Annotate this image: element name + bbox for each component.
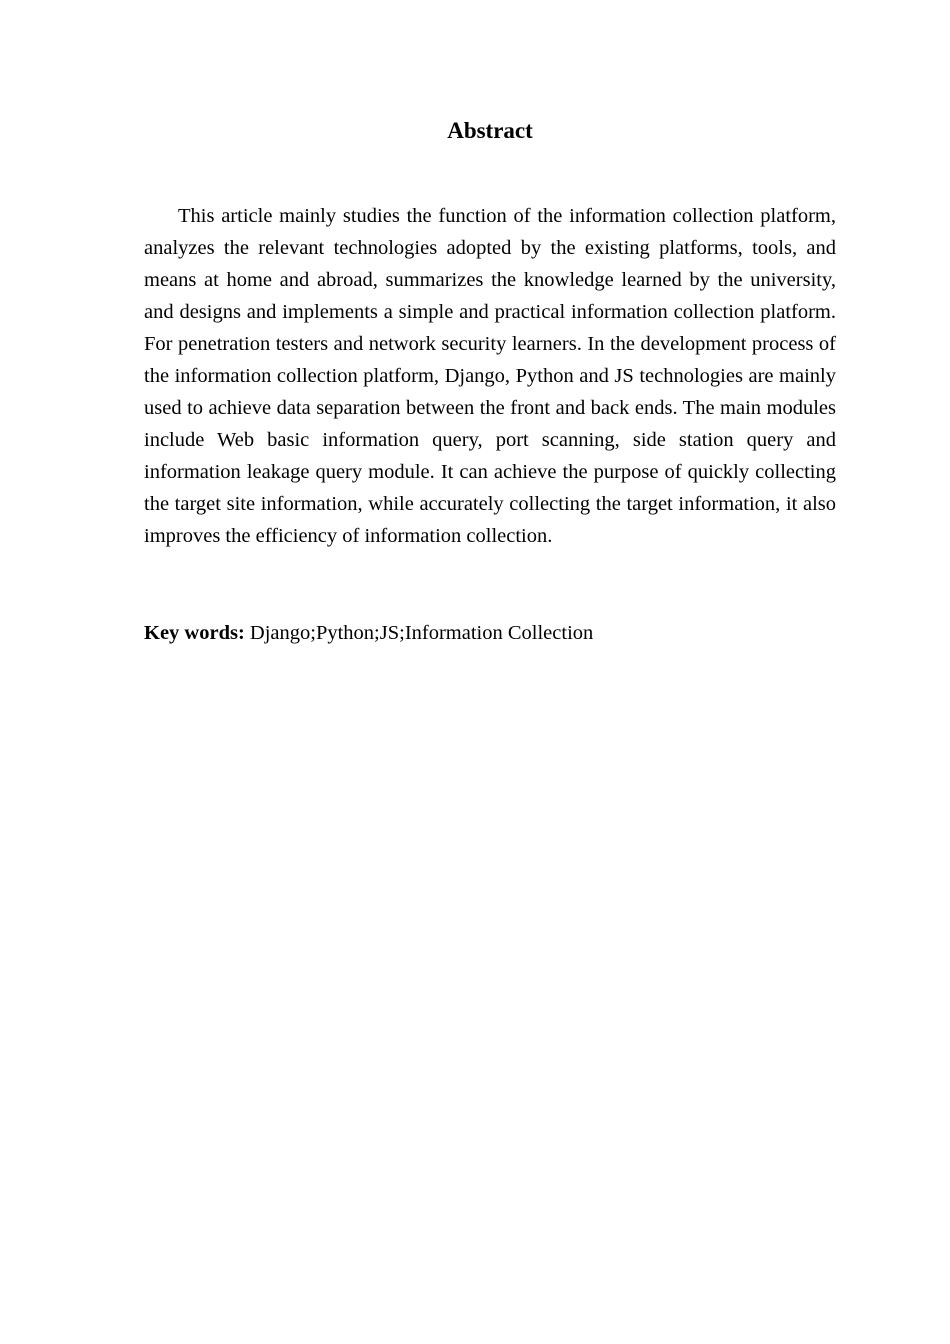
abstract-paragraph: This article mainly studies the function of the information collection platform, analyzes the relevant technologies adopted by the existing platforms, tools, and means at home and abroad, summarizes the knowledge learned by the university, and designs and implements a simple and practical information collection platform. For penetration testers and network security learners. In the development process of the information collection platform, Django, Python and JS technologies are mainly used to achieve data separation between the front and back ends. The main modules include Web basic information query, port scanning, side station query and information leakage query module. It can achieve the purpose of quickly collecting the target site information, while accurately collecting the target information, it also improves the efficiency of information collection. [144,205,836,547]
keywords-value: Django;Python;JS;Information Collection [249,622,594,644]
page-title: Abstract [447,118,533,143]
keywords-label: Key words: [144,622,245,644]
keywords-line [144,617,836,649]
